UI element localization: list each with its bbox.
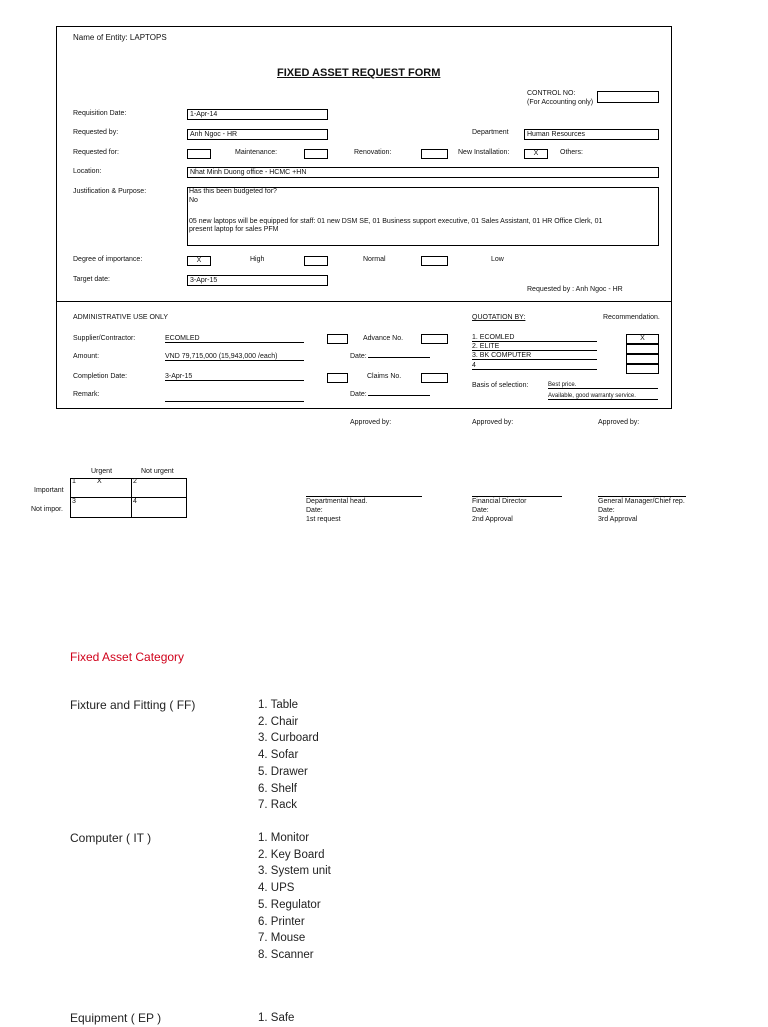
- maintenance-label: Maintenance:: [235, 149, 278, 156]
- recommend-2-checkbox[interactable]: [626, 344, 659, 354]
- degree-low-checkbox[interactable]: [421, 256, 448, 266]
- matrix-cell-4[interactable]: 4: [133, 498, 137, 505]
- justification-text-2: present laptop for sales PFM: [189, 226, 279, 233]
- requested-by-field[interactable]: Anh Ngoc - HR: [187, 129, 328, 140]
- low-label: Low: [491, 256, 504, 263]
- list-item: 5. Drawer: [258, 765, 308, 778]
- sig2-title: Financial Director: [472, 498, 527, 505]
- list-item: 3. System unit: [258, 865, 331, 878]
- quote-1: 1. ECOMLED: [472, 334, 597, 342]
- claims-date-label: Date:: [350, 391, 367, 398]
- list-item: 7. Mouse: [258, 932, 306, 945]
- high-label: High: [250, 256, 265, 263]
- requisition-date-field[interactable]: 1-Apr-14: [187, 109, 328, 120]
- approved-by-3: Approved by:: [598, 419, 640, 426]
- matrix-not-urgent-label: Not urgent: [141, 468, 174, 475]
- list-item: 8. Scanner: [258, 948, 314, 961]
- admin-title: ADMINISTRATIVE USE ONLY: [73, 314, 169, 321]
- new-installation-checkbox[interactable]: X: [524, 149, 548, 159]
- list-item: 7. Rack: [258, 799, 297, 812]
- matrix-cell-1[interactable]: 1: [72, 478, 76, 485]
- target-date-label: Target date:: [73, 276, 110, 283]
- remark-label: Remark:: [73, 391, 100, 398]
- claims-label: Claims No.: [367, 373, 402, 380]
- control-no-label: CONTROL NO:: [527, 90, 576, 97]
- quote-4: 4: [472, 362, 597, 370]
- matrix-not-important-label: Not impor.: [31, 506, 63, 513]
- list-item: 5. Regulator: [258, 898, 321, 911]
- maintenance-checkbox[interactable]: [304, 149, 328, 159]
- advance-date-label: Date:: [350, 353, 367, 360]
- sig3-date: Date:: [598, 507, 615, 514]
- matrix-urgent-label: Urgent: [91, 468, 113, 475]
- claims-checkbox[interactable]: [327, 373, 348, 383]
- control-no-note: (For Accounting only): [527, 99, 594, 106]
- list-item: 6. Printer: [258, 915, 305, 928]
- recommendation-label: Recommendation.: [603, 314, 660, 321]
- normal-label: Normal: [363, 256, 386, 263]
- sig1-title: Departmental head.: [306, 498, 368, 505]
- category-ff-list: [258, 697, 319, 814]
- sig2-date: Date:: [472, 507, 489, 514]
- matrix-cell-3[interactable]: 3: [72, 498, 76, 505]
- basis-1: Best price.: [548, 382, 658, 389]
- admin-divider: [56, 301, 672, 302]
- entity-name: Name of Entity: LAPTOPS: [73, 33, 167, 42]
- matrix-v-divider: [131, 478, 132, 518]
- matrix-h-divider: [70, 497, 187, 498]
- location-field[interactable]: Nhat Minh Duong office - HCMC +HN: [187, 167, 659, 178]
- matrix-important-label: Important: [34, 487, 64, 494]
- requested-by-label: Requested by:: [73, 129, 119, 136]
- remark-field[interactable]: [165, 391, 304, 402]
- approved-by-1: Approved by:: [350, 419, 392, 426]
- requested-by-footer: Requested by : Anh Ngoc - HR: [527, 286, 623, 293]
- list-item: 1. Monitor: [258, 832, 310, 844]
- advance-checkbox[interactable]: [327, 334, 348, 344]
- signature-line-3[interactable]: [598, 496, 686, 497]
- list-item: 2. Chair: [258, 715, 299, 728]
- category-ff-name: Fixture and Fitting ( FF): [70, 698, 196, 712]
- category-ep-list: [258, 1010, 294, 1027]
- supplier-field[interactable]: ECOMLED: [165, 335, 304, 343]
- quote-3: 3. BK COMPUTER: [472, 352, 597, 360]
- quotation-label: QUOTATION BY:: [472, 314, 526, 321]
- category-it-list: [258, 830, 331, 964]
- justification-label: Justification & Purpose:: [73, 188, 147, 195]
- renovation-label: Renovation:: [354, 149, 392, 156]
- list-item: 3. Curboard: [258, 732, 319, 745]
- completion-field[interactable]: 3-Apr-15: [165, 373, 304, 381]
- target-date-field[interactable]: 3-Apr-15: [187, 275, 328, 286]
- basis-2: Available, good warranty service.: [548, 393, 658, 400]
- list-item: 4. UPS: [258, 882, 295, 895]
- sig1-date: Date:: [306, 507, 323, 514]
- degree-high-checkbox[interactable]: X: [187, 256, 211, 266]
- form-title: FIXED ASSET REQUEST FORM: [277, 67, 441, 79]
- list-item: 4. Sofar: [258, 749, 299, 762]
- recommend-3-checkbox[interactable]: [626, 354, 659, 364]
- renovation-checkbox[interactable]: [421, 149, 448, 159]
- advance-label: Advance No.: [363, 335, 404, 342]
- category-it-name: Computer ( IT ): [70, 831, 152, 845]
- list-item: 1. Safe: [258, 1012, 295, 1024]
- matrix-cell-1-mark: X: [97, 478, 102, 485]
- priority-matrix: [70, 478, 187, 518]
- control-no-field[interactable]: [597, 91, 659, 103]
- new-installation-label: New Installation:: [458, 149, 510, 156]
- claims-no-field[interactable]: [421, 373, 448, 383]
- sig1-step: 1st request: [306, 516, 341, 523]
- claims-date-line[interactable]: [368, 395, 430, 396]
- sig3-step: 3rd Approval: [598, 516, 638, 523]
- advance-date-line[interactable]: [368, 357, 430, 358]
- quote-2: 2. ELITE: [472, 343, 597, 351]
- list-item: 6. Shelf: [258, 782, 297, 795]
- amount-field[interactable]: VND 79,715,000 (15,943,000 /each): [165, 353, 304, 361]
- signature-line-1[interactable]: [306, 496, 422, 497]
- requested-for-label: Requested for:: [73, 149, 119, 156]
- others-label: Others:: [560, 149, 583, 156]
- justification-field[interactable]: [187, 187, 659, 246]
- list-item: 2. Key Board: [258, 848, 325, 861]
- justification-text-1: 05 new laptops will be equipped for staff: 01 new DSM SE, 01 Business support executive, 01 Sales Assistant, 01 HR Office Clerk, 01: [189, 218, 603, 225]
- department-label: Department: [472, 129, 509, 136]
- category-ep-name: Equipment ( EP ): [70, 1011, 162, 1025]
- requisition-date-label: Requisition Date:: [73, 110, 127, 117]
- completion-label: Completion Date:: [73, 373, 128, 380]
- department-field[interactable]: Human Resources: [524, 129, 659, 140]
- degree-label: Degree of importance:: [73, 256, 143, 263]
- list-item: 1. Table: [258, 699, 299, 711]
- requested-for-checkbox[interactable]: [187, 149, 211, 159]
- signature-line-2[interactable]: [472, 496, 562, 497]
- justification-question: Has this been budgeted for?: [189, 188, 277, 195]
- basis-label: Basis of selection:: [472, 382, 529, 389]
- sig2-step: 2nd Approval: [472, 516, 513, 523]
- category-title: Fixed Asset Category: [70, 650, 185, 664]
- degree-normal-checkbox[interactable]: [304, 256, 328, 266]
- matrix-cell-2[interactable]: 2: [133, 478, 137, 485]
- recommend-1-checkbox[interactable]: X: [626, 334, 659, 344]
- location-label: Location:: [73, 168, 102, 175]
- approved-by-2: Approved by:: [472, 419, 514, 426]
- advance-no-field[interactable]: [421, 334, 448, 344]
- justification-answer: No: [189, 197, 198, 204]
- amount-label: Amount:: [73, 353, 100, 360]
- sig3-title: General Manager/Chief rep.: [598, 498, 685, 505]
- supplier-label: Supplier/Contractor:: [73, 335, 136, 342]
- recommend-4-checkbox[interactable]: [626, 364, 659, 374]
